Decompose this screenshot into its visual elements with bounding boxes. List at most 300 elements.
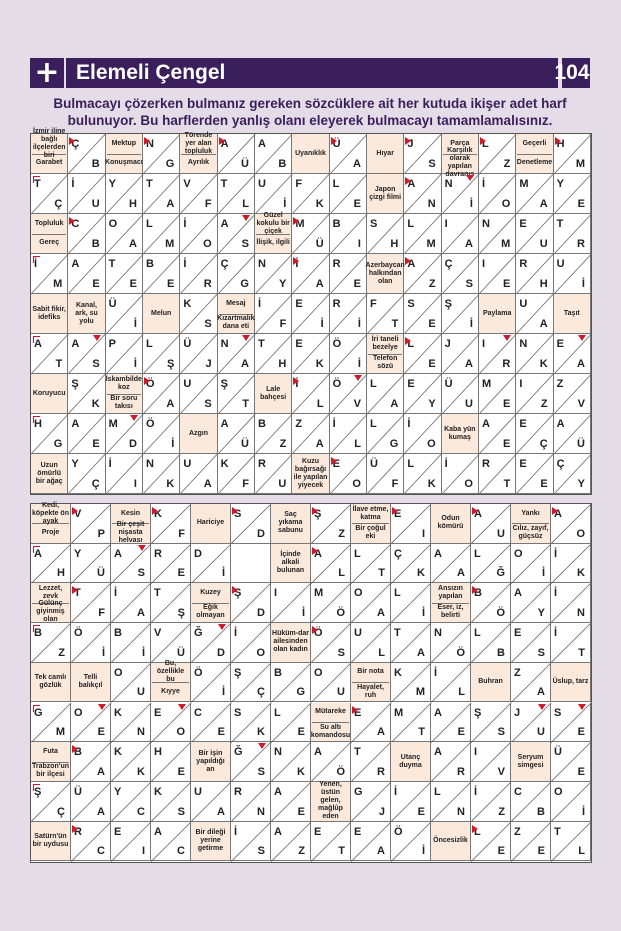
letter-option-upper[interactable]: İ xyxy=(554,627,558,640)
letter-option-upper[interactable]: N xyxy=(434,627,442,640)
letter-cell[interactable] xyxy=(442,334,479,374)
letter-option-lower[interactable]: E xyxy=(353,278,361,290)
letter-cell[interactable] xyxy=(111,782,151,822)
letter-option-upper[interactable]: L xyxy=(332,178,340,190)
letter-option-upper[interactable]: D xyxy=(194,547,202,560)
letter-option-upper[interactable]: L xyxy=(407,218,415,230)
letter-cell[interactable] xyxy=(479,374,516,414)
letter-option-upper[interactable]: A xyxy=(71,338,80,350)
letter-cell[interactable] xyxy=(511,782,551,822)
letter-option-upper[interactable]: Y xyxy=(114,785,122,798)
letter-cell[interactable] xyxy=(271,822,311,862)
letter-cell[interactable] xyxy=(551,782,591,822)
letter-cell[interactable] xyxy=(554,454,591,494)
letter-cell[interactable] xyxy=(516,294,553,334)
letter-cell[interactable] xyxy=(143,334,180,374)
letter-option-upper[interactable]: S xyxy=(554,706,562,719)
letter-option-lower[interactable]: L xyxy=(338,567,345,580)
letter-option-upper[interactable]: A xyxy=(34,338,42,350)
letter-cell[interactable] xyxy=(311,742,351,782)
letter-option-upper[interactable]: L xyxy=(370,378,377,390)
letter-cell[interactable] xyxy=(255,454,292,494)
letter-cell[interactable] xyxy=(351,623,391,663)
letter-option-lower[interactable]: M xyxy=(575,158,585,170)
letter-option-upper[interactable]: O xyxy=(314,666,323,679)
letter-option-upper[interactable]: H xyxy=(34,418,42,430)
letter-cell[interactable] xyxy=(111,703,151,743)
letter-option-lower[interactable]: A xyxy=(465,358,473,370)
letter-option-lower[interactable]: T xyxy=(578,646,585,659)
letter-option-upper[interactable]: A xyxy=(274,785,282,798)
letter-cell[interactable] xyxy=(143,214,180,254)
letter-cell[interactable] xyxy=(292,294,329,334)
letter-option-lower[interactable]: E xyxy=(502,398,511,410)
letter-cell[interactable] xyxy=(330,294,367,334)
letter-option-upper[interactable]: A xyxy=(314,547,322,560)
letter-option-lower[interactable]: İ xyxy=(469,318,473,330)
letter-cell[interactable] xyxy=(111,822,151,862)
letter-option-upper[interactable]: R xyxy=(234,785,242,798)
letter-cell[interactable] xyxy=(255,414,292,454)
letter-cell[interactable] xyxy=(330,174,367,214)
letter-option-lower[interactable]: B xyxy=(537,805,545,818)
letter-option-lower[interactable]: İ xyxy=(133,358,137,370)
letter-option-upper[interactable]: Y xyxy=(108,178,116,190)
letter-option-upper[interactable]: N xyxy=(146,138,154,150)
letter-cell[interactable] xyxy=(554,134,591,174)
letter-cell[interactable] xyxy=(151,782,191,822)
letter-option-lower[interactable]: R xyxy=(203,278,212,290)
letter-option-lower[interactable]: E xyxy=(457,726,465,739)
letter-option-lower[interactable]: A xyxy=(377,845,385,858)
letter-option-lower[interactable]: L xyxy=(378,646,385,659)
letter-cell[interactable] xyxy=(431,782,471,822)
letter-option-upper[interactable]: A xyxy=(258,138,266,150)
letter-option-lower[interactable]: A xyxy=(465,238,473,250)
letter-option-upper[interactable]: Ç xyxy=(220,258,229,270)
letter-option-upper[interactable]: C xyxy=(71,218,80,230)
letter-cell[interactable] xyxy=(151,583,191,623)
letter-option-upper[interactable]: A xyxy=(220,138,229,150)
letter-cell[interactable] xyxy=(151,742,191,782)
letter-cell[interactable] xyxy=(111,663,151,703)
letter-option-upper[interactable]: İ xyxy=(108,458,112,470)
letter-option-lower[interactable]: K xyxy=(577,567,585,580)
letter-option-upper[interactable]: V xyxy=(74,508,82,520)
letter-option-upper[interactable]: U xyxy=(194,785,202,798)
letter-option-upper[interactable]: V xyxy=(154,627,162,640)
letter-cell[interactable] xyxy=(31,334,68,374)
letter-option-upper[interactable]: O xyxy=(74,706,83,719)
letter-option-lower[interactable]: M xyxy=(53,278,63,290)
letter-option-lower[interactable]: C xyxy=(97,845,105,858)
letter-cell[interactable] xyxy=(330,214,367,254)
letter-cell[interactable] xyxy=(351,583,391,623)
letter-option-lower[interactable]: H xyxy=(390,238,399,250)
letter-cell[interactable] xyxy=(180,174,217,214)
letter-option-lower[interactable]: E xyxy=(417,805,425,818)
letter-cell[interactable] xyxy=(68,454,105,494)
letter-cell[interactable] xyxy=(431,703,471,743)
letter-option-lower[interactable]: A xyxy=(417,646,425,659)
letter-option-lower[interactable]: O xyxy=(352,478,361,490)
letter-option-upper[interactable]: U xyxy=(183,458,192,470)
letter-option-upper[interactable]: E xyxy=(354,706,362,719)
letter-option-lower[interactable]: K xyxy=(539,358,548,370)
letter-cell[interactable] xyxy=(218,414,255,454)
letter-option-upper[interactable]: T xyxy=(34,178,41,190)
letter-cell[interactable] xyxy=(71,623,111,663)
letter-cell[interactable] xyxy=(292,374,329,414)
letter-option-lower[interactable]: E xyxy=(177,765,185,778)
letter-cell[interactable] xyxy=(71,782,111,822)
letter-option-lower[interactable]: H xyxy=(539,278,548,290)
letter-option-upper[interactable]: Ç xyxy=(556,458,565,470)
letter-option-upper[interactable]: İ xyxy=(295,378,299,390)
letter-option-upper[interactable]: A xyxy=(114,547,122,560)
letter-cell[interactable] xyxy=(31,174,68,214)
letter-option-lower[interactable]: S xyxy=(537,646,545,659)
letter-option-upper[interactable]: Ü xyxy=(74,785,82,798)
letter-option-lower[interactable]: M xyxy=(165,238,175,250)
letter-option-upper[interactable]: U xyxy=(183,378,192,390)
letter-option-lower[interactable]: E xyxy=(428,318,436,330)
letter-cell[interactable] xyxy=(516,174,553,214)
letter-option-upper[interactable]: Ç xyxy=(444,258,453,270)
letter-cell[interactable] xyxy=(351,742,391,782)
letter-cell[interactable] xyxy=(554,254,591,294)
letter-option-lower[interactable]: S xyxy=(497,726,505,739)
letter-option-upper[interactable]: M xyxy=(519,178,529,190)
letter-option-lower[interactable]: R xyxy=(502,358,511,370)
letter-option-lower[interactable]: Ğ xyxy=(496,567,505,580)
letter-option-upper[interactable]: Y xyxy=(74,547,82,560)
letter-cell[interactable] xyxy=(351,544,391,584)
letter-option-upper[interactable]: R xyxy=(258,458,266,470)
letter-cell[interactable] xyxy=(330,414,367,454)
letter-option-upper[interactable]: E xyxy=(314,825,322,838)
letter-cell[interactable] xyxy=(330,134,367,174)
letter-cell[interactable] xyxy=(391,504,431,544)
letter-cell[interactable] xyxy=(404,334,441,374)
letter-option-lower[interactable]: S xyxy=(177,805,185,818)
letter-option-upper[interactable]: Ş xyxy=(314,508,322,520)
letter-option-lower[interactable]: L xyxy=(578,845,585,858)
letter-cell[interactable] xyxy=(511,663,551,703)
letter-option-upper[interactable]: Ö xyxy=(74,627,83,640)
letter-cell[interactable] xyxy=(311,544,351,584)
letter-option-lower[interactable]: B xyxy=(278,158,287,170)
letter-cell[interactable] xyxy=(404,374,441,414)
letter-option-upper[interactable]: T xyxy=(74,587,81,600)
letter-option-lower[interactable]: S xyxy=(92,358,100,370)
letter-option-upper[interactable]: I xyxy=(274,587,278,600)
letter-cell[interactable] xyxy=(479,454,516,494)
letter-option-upper[interactable]: A xyxy=(474,508,482,520)
letter-option-lower[interactable]: İ xyxy=(581,805,585,818)
letter-option-lower[interactable]: J xyxy=(378,805,385,818)
letter-option-lower[interactable]: İ xyxy=(581,278,585,290)
letter-option-upper[interactable]: Ğ xyxy=(234,746,243,759)
letter-option-lower[interactable]: D xyxy=(257,527,265,540)
letter-cell[interactable] xyxy=(292,214,329,254)
letter-option-lower[interactable]: Ç xyxy=(539,438,548,450)
letter-option-lower[interactable]: N xyxy=(137,726,145,739)
letter-option-lower[interactable]: A xyxy=(97,765,105,778)
letter-option-lower[interactable]: U xyxy=(278,478,287,490)
letter-cell[interactable] xyxy=(442,254,479,294)
letter-option-upper[interactable]: K xyxy=(114,706,122,719)
letter-cell[interactable] xyxy=(554,334,591,374)
letter-option-lower[interactable]: S xyxy=(428,158,436,170)
letter-option-upper[interactable]: R xyxy=(482,458,490,470)
letter-cell[interactable] xyxy=(311,822,351,862)
letter-option-upper[interactable]: Ö xyxy=(194,666,203,679)
letter-option-lower[interactable]: K xyxy=(417,567,425,580)
letter-cell[interactable] xyxy=(111,544,151,584)
letter-option-upper[interactable]: İ xyxy=(34,258,38,270)
letter-cell[interactable] xyxy=(271,703,311,743)
letter-option-lower[interactable]: U xyxy=(497,527,505,540)
letter-option-lower[interactable]: E xyxy=(177,567,185,580)
letter-option-upper[interactable]: E xyxy=(295,338,303,350)
letter-cell[interactable] xyxy=(143,254,180,294)
letter-cell[interactable] xyxy=(255,334,292,374)
letter-option-lower[interactable]: V xyxy=(353,398,361,410)
letter-option-upper[interactable]: K xyxy=(183,298,192,310)
letter-option-upper[interactable]: M xyxy=(108,418,118,430)
letter-cell[interactable] xyxy=(71,583,111,623)
letter-option-lower[interactable]: İ xyxy=(301,607,305,620)
letter-option-lower[interactable]: Ç xyxy=(57,805,65,818)
letter-cell[interactable] xyxy=(31,544,71,584)
letter-option-lower[interactable]: Z xyxy=(498,805,505,818)
letter-cell[interactable] xyxy=(391,822,431,862)
letter-option-lower[interactable]: S xyxy=(204,398,212,410)
letter-cell[interactable] xyxy=(442,174,479,214)
letter-option-upper[interactable]: M xyxy=(295,218,305,230)
letter-option-upper[interactable]: Ü xyxy=(370,458,378,470)
letter-cell[interactable] xyxy=(479,414,516,454)
letter-option-lower[interactable]: T xyxy=(338,845,345,858)
letter-cell[interactable] xyxy=(151,544,191,584)
letter-option-upper[interactable]: B xyxy=(332,218,341,230)
letter-cell[interactable] xyxy=(511,544,551,584)
letter-cell[interactable] xyxy=(367,374,404,414)
letter-option-upper[interactable]: E xyxy=(295,298,303,310)
letter-cell[interactable] xyxy=(191,703,231,743)
letter-cell[interactable] xyxy=(106,454,143,494)
letter-option-upper[interactable]: N xyxy=(258,258,266,270)
letter-option-lower[interactable]: T xyxy=(242,398,249,410)
letter-cell[interactable] xyxy=(404,214,441,254)
letter-cell[interactable] xyxy=(71,544,111,584)
letter-option-upper[interactable]: T xyxy=(394,627,401,640)
letter-option-lower[interactable]: U xyxy=(337,686,345,699)
letter-cell[interactable] xyxy=(471,782,511,822)
letter-option-lower[interactable]: E xyxy=(297,726,305,739)
letter-option-lower[interactable]: Ö xyxy=(336,607,345,620)
letter-option-upper[interactable]: İ xyxy=(71,178,75,190)
letter-cell[interactable] xyxy=(231,782,271,822)
letter-cell[interactable] xyxy=(479,174,516,214)
letter-cell[interactable] xyxy=(191,544,231,584)
letter-option-upper[interactable]: F xyxy=(295,178,303,190)
letter-option-upper[interactable]: İ xyxy=(234,627,238,640)
letter-option-lower[interactable]: U xyxy=(537,726,545,739)
letter-option-upper[interactable]: İ xyxy=(394,785,398,798)
letter-cell[interactable] xyxy=(431,544,471,584)
letter-option-lower[interactable]: K xyxy=(297,765,305,778)
letter-option-lower[interactable]: H xyxy=(129,198,137,210)
letter-cell[interactable] xyxy=(471,623,511,663)
letter-option-upper[interactable]: İ xyxy=(234,825,238,838)
letter-option-lower[interactable]: S xyxy=(337,646,345,659)
letter-option-lower[interactable]: E xyxy=(577,726,585,739)
letter-option-upper[interactable]: İ xyxy=(183,218,187,230)
letter-option-lower[interactable]: E xyxy=(497,845,505,858)
letter-option-upper[interactable]: A xyxy=(482,418,490,430)
letter-option-lower[interactable]: Y xyxy=(278,278,287,290)
letter-option-lower[interactable]: U xyxy=(137,686,145,699)
letter-option-upper[interactable]: E xyxy=(332,458,340,470)
letter-option-upper[interactable]: N xyxy=(146,458,154,470)
letter-option-upper[interactable]: R xyxy=(519,258,528,270)
letter-cell[interactable] xyxy=(271,663,311,703)
letter-cell[interactable] xyxy=(255,134,292,174)
letter-option-lower[interactable]: Ş xyxy=(166,358,175,370)
letter-cell[interactable] xyxy=(554,174,591,214)
letter-option-lower[interactable]: E xyxy=(92,438,100,450)
letter-option-lower[interactable]: T xyxy=(391,318,399,330)
letter-option-upper[interactable]: L xyxy=(146,218,153,230)
letter-option-upper[interactable]: Y xyxy=(71,458,79,470)
letter-cell[interactable] xyxy=(471,544,511,584)
letter-option-lower[interactable]: İ xyxy=(101,646,105,659)
letter-cell[interactable] xyxy=(231,583,271,623)
letter-cell[interactable] xyxy=(311,504,351,544)
letter-cell[interactable] xyxy=(551,703,591,743)
letter-option-upper[interactable]: Ğ xyxy=(194,627,203,640)
letter-option-lower[interactable]: F xyxy=(178,527,185,540)
letter-cell[interactable] xyxy=(442,214,479,254)
letter-cell[interactable] xyxy=(554,214,591,254)
letter-option-upper[interactable]: E xyxy=(354,825,362,838)
letter-option-upper[interactable]: M xyxy=(482,378,492,390)
letter-cell[interactable] xyxy=(151,703,191,743)
letter-cell[interactable] xyxy=(180,374,217,414)
letter-option-lower[interactable]: A xyxy=(577,358,585,370)
letter-cell[interactable] xyxy=(391,782,431,822)
letter-cell[interactable] xyxy=(231,742,271,782)
letter-cell[interactable] xyxy=(71,742,111,782)
letter-option-lower[interactable]: Z xyxy=(338,527,345,540)
letter-option-lower[interactable]: İ xyxy=(221,567,225,580)
letter-cell[interactable] xyxy=(391,703,431,743)
letter-option-lower[interactable]: V xyxy=(577,398,585,410)
letter-option-lower[interactable]: İ xyxy=(469,198,473,210)
letter-option-lower[interactable]: H xyxy=(278,358,287,370)
letter-cell[interactable] xyxy=(479,254,516,294)
letter-option-upper[interactable]: T xyxy=(154,587,161,600)
letter-cell[interactable] xyxy=(404,454,441,494)
letter-option-lower[interactable]: V xyxy=(497,765,505,778)
letter-cell[interactable] xyxy=(180,294,217,334)
letter-option-upper[interactable]: E xyxy=(519,458,527,470)
letter-option-lower[interactable]: K xyxy=(166,478,175,490)
letter-cell[interactable] xyxy=(68,134,105,174)
letter-option-upper[interactable]: K xyxy=(154,508,162,520)
letter-option-lower[interactable]: O xyxy=(427,438,436,450)
letter-cell[interactable] xyxy=(231,822,271,862)
letter-option-upper[interactable]: Z xyxy=(514,825,521,838)
letter-cell[interactable] xyxy=(330,454,367,494)
letter-option-lower[interactable]: Ç xyxy=(257,686,265,699)
letter-option-lower[interactable]: Ö xyxy=(456,646,465,659)
letter-option-lower[interactable]: İ xyxy=(283,198,287,210)
letter-option-upper[interactable]: H xyxy=(556,138,565,150)
letter-cell[interactable] xyxy=(292,334,329,374)
letter-cell[interactable] xyxy=(311,583,351,623)
letter-cell[interactable] xyxy=(111,583,151,623)
letter-option-lower[interactable]: Ö xyxy=(496,607,505,620)
letter-cell[interactable] xyxy=(68,254,105,294)
letter-option-lower[interactable]: R xyxy=(457,765,465,778)
letter-option-lower[interactable]: E xyxy=(502,438,511,450)
letter-cell[interactable] xyxy=(31,254,68,294)
letter-option-lower[interactable]: L xyxy=(458,686,465,699)
letter-option-lower[interactable]: E xyxy=(540,478,548,490)
letter-cell[interactable] xyxy=(106,294,143,334)
letter-option-lower[interactable]: E xyxy=(297,805,305,818)
letter-option-lower[interactable]: A xyxy=(539,198,548,210)
letter-option-lower[interactable]: Z xyxy=(58,646,65,659)
letter-option-upper[interactable]: Ö xyxy=(332,378,342,390)
letter-option-upper[interactable]: A xyxy=(434,706,442,719)
letter-cell[interactable] xyxy=(271,742,311,782)
letter-option-lower[interactable]: Ç xyxy=(91,478,100,490)
letter-option-upper[interactable]: V xyxy=(183,178,191,190)
letter-option-upper[interactable]: İ xyxy=(482,178,486,190)
letter-cell[interactable] xyxy=(551,822,591,862)
letter-option-upper[interactable]: Ş xyxy=(34,785,42,798)
letter-option-upper[interactable]: L xyxy=(394,587,401,600)
letter-option-upper[interactable]: B xyxy=(258,418,266,430)
letter-cell[interactable] xyxy=(431,742,471,782)
letter-cell[interactable] xyxy=(231,663,271,703)
letter-option-lower[interactable]: F xyxy=(204,198,212,210)
letter-option-lower[interactable]: G xyxy=(165,158,175,170)
letter-option-lower[interactable]: Z xyxy=(279,438,287,450)
letter-option-upper[interactable]: O xyxy=(554,785,563,798)
letter-option-lower[interactable]: N xyxy=(577,607,585,620)
letter-option-upper[interactable]: L xyxy=(474,627,481,640)
letter-option-upper[interactable]: R xyxy=(74,825,82,838)
letter-cell[interactable] xyxy=(180,334,217,374)
letter-cell[interactable] xyxy=(554,414,591,454)
letter-cell[interactable] xyxy=(311,623,351,663)
letter-option-upper[interactable]: A xyxy=(407,178,416,190)
letter-option-lower[interactable]: E xyxy=(166,278,175,290)
letter-cell[interactable] xyxy=(255,174,292,214)
letter-option-upper[interactable]: İ xyxy=(474,785,478,798)
letter-option-upper[interactable]: F xyxy=(370,298,377,310)
letter-cell[interactable] xyxy=(367,414,404,454)
letter-cell[interactable] xyxy=(71,822,111,862)
letter-option-upper[interactable]: T xyxy=(354,746,361,759)
letter-option-upper[interactable]: S xyxy=(234,706,242,719)
letter-option-upper[interactable]: H xyxy=(154,746,162,759)
